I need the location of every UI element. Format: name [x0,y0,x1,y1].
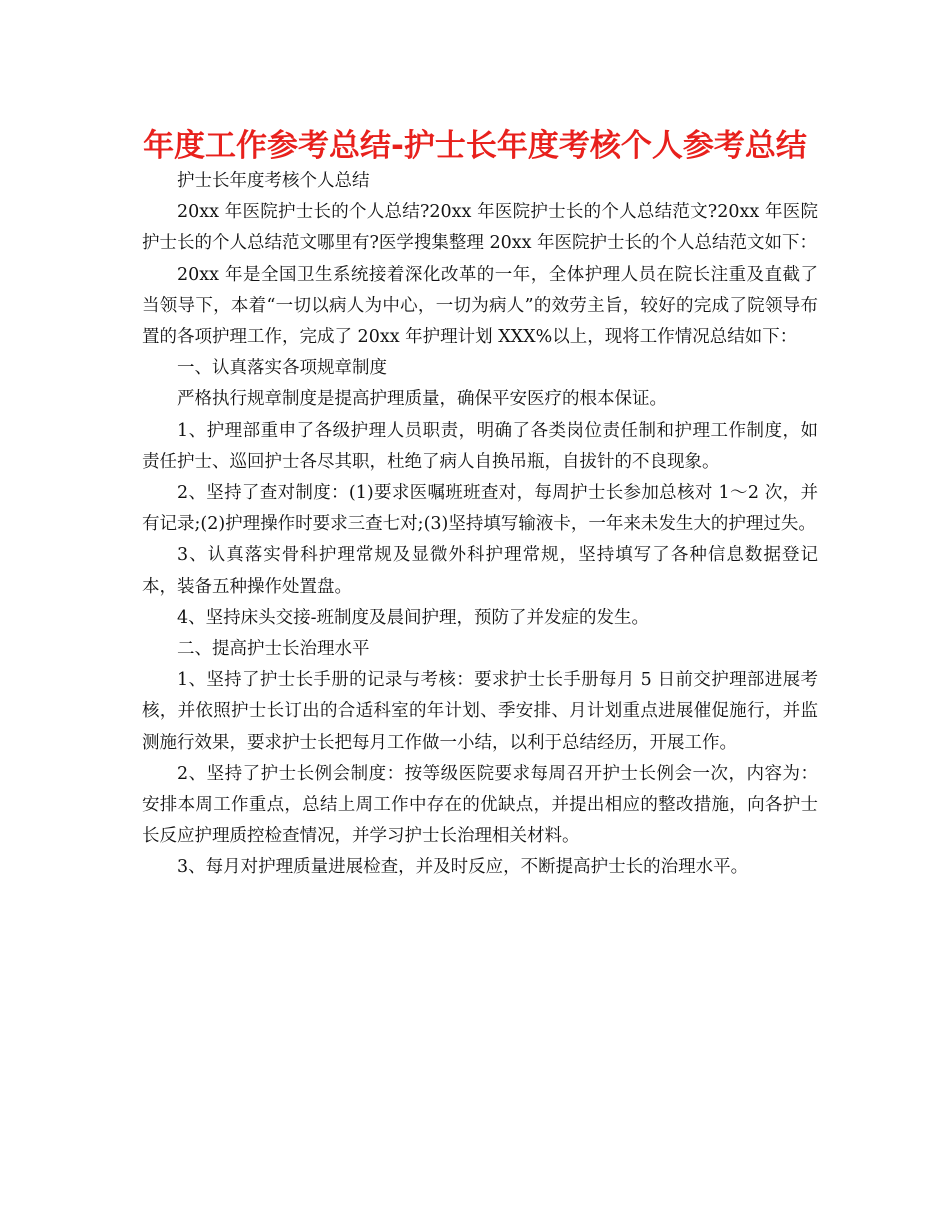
paragraph-item-1-2: 2、坚持了查对制度：(1)要求医嘱班班查对，每周护士长参加总核对 1～2 次，并有记录;(2)护理操作时要求三查七对;(3)坚持填写输液卡，一年来未发生大的护理过失。 [142,483,818,535]
paragraph-subtitle: 护士长年度考核个人总结 [177,171,370,191]
paragraph-overview: 20xx 年是全国卫生系统接着深化改革的一年，全体护理人员在院长注重及直截了当领导下，本着“一切以病人为中心，一切为病人”的效劳主旨，较好的完成了院领导布置的各项护理工作，完成了 20xx 年护理计划 XXX%以上，现将工作情况总结如下： [142,264,818,348]
paragraph-intro: 20xx 年医院护士长的个人总结?20xx 年医院护士长的个人总结范文?20xx 年医院护士长的个人总结范文哪里有?医学搜集整理 20xx 年医院护士长的个人总结范文如下： [142,202,818,254]
paragraph-item-2-2: 2、坚持了护士长例会制度：按等级医院要求每周召开护士长例会一次，内容为：安排本周工作重点，总结上周工作中存在的优缺点，并提出相应的整改措施，向各护士长反应护理质控检查情况，并学习护士长治理相关材料。 [142,763,818,847]
paragraph-item-2-1: 1、坚持了护士长手册的记录与考核：要求护士长手册每月 5 日前交护理部进展考核，并依照护士长订出的合适科室的年计划、季安排、月计划重点进展催促施行，并监测施行效果，要求护士长把每月工作做一小结，以利于总结经历，开展工作。 [142,670,818,753]
paragraph-item-1-3: 3、认真落实骨科护理常规及显微外科护理常规，坚持填写了各种信息数据登记本，装备五种操作处置盘。 [142,545,818,597]
section-heading-1: 一、认真落实各项规章制度 [177,358,387,379]
paragraph-item-1-1: 1、护理部重申了各级护理人员职责，明确了各类岗位责任制和护理工作制度，如责任护士、巡回护士各尽其职，杜绝了病人自换吊瓶，自拔针的不良现象。 [142,420,818,472]
paragraph-section1-lead: 严格执行规章制度是提高护理质量，确保平安医疗的根本保证。 [177,389,667,410]
section-heading-2: 二、提高护士长治理水平 [177,639,370,660]
document-title: 年度工作参考总结-护士长年度考核个人参考总结 [143,128,807,164]
paragraph-item-2-3: 3、每月对护理质量进展检查，并及时反应，不断提高护士长的治理水平。 [177,857,749,878]
document-body [142,166,818,884]
paragraph-item-1-4: 4、坚持床头交接-班制度及晨间护理，预防了并发症的发生。 [177,607,650,628]
